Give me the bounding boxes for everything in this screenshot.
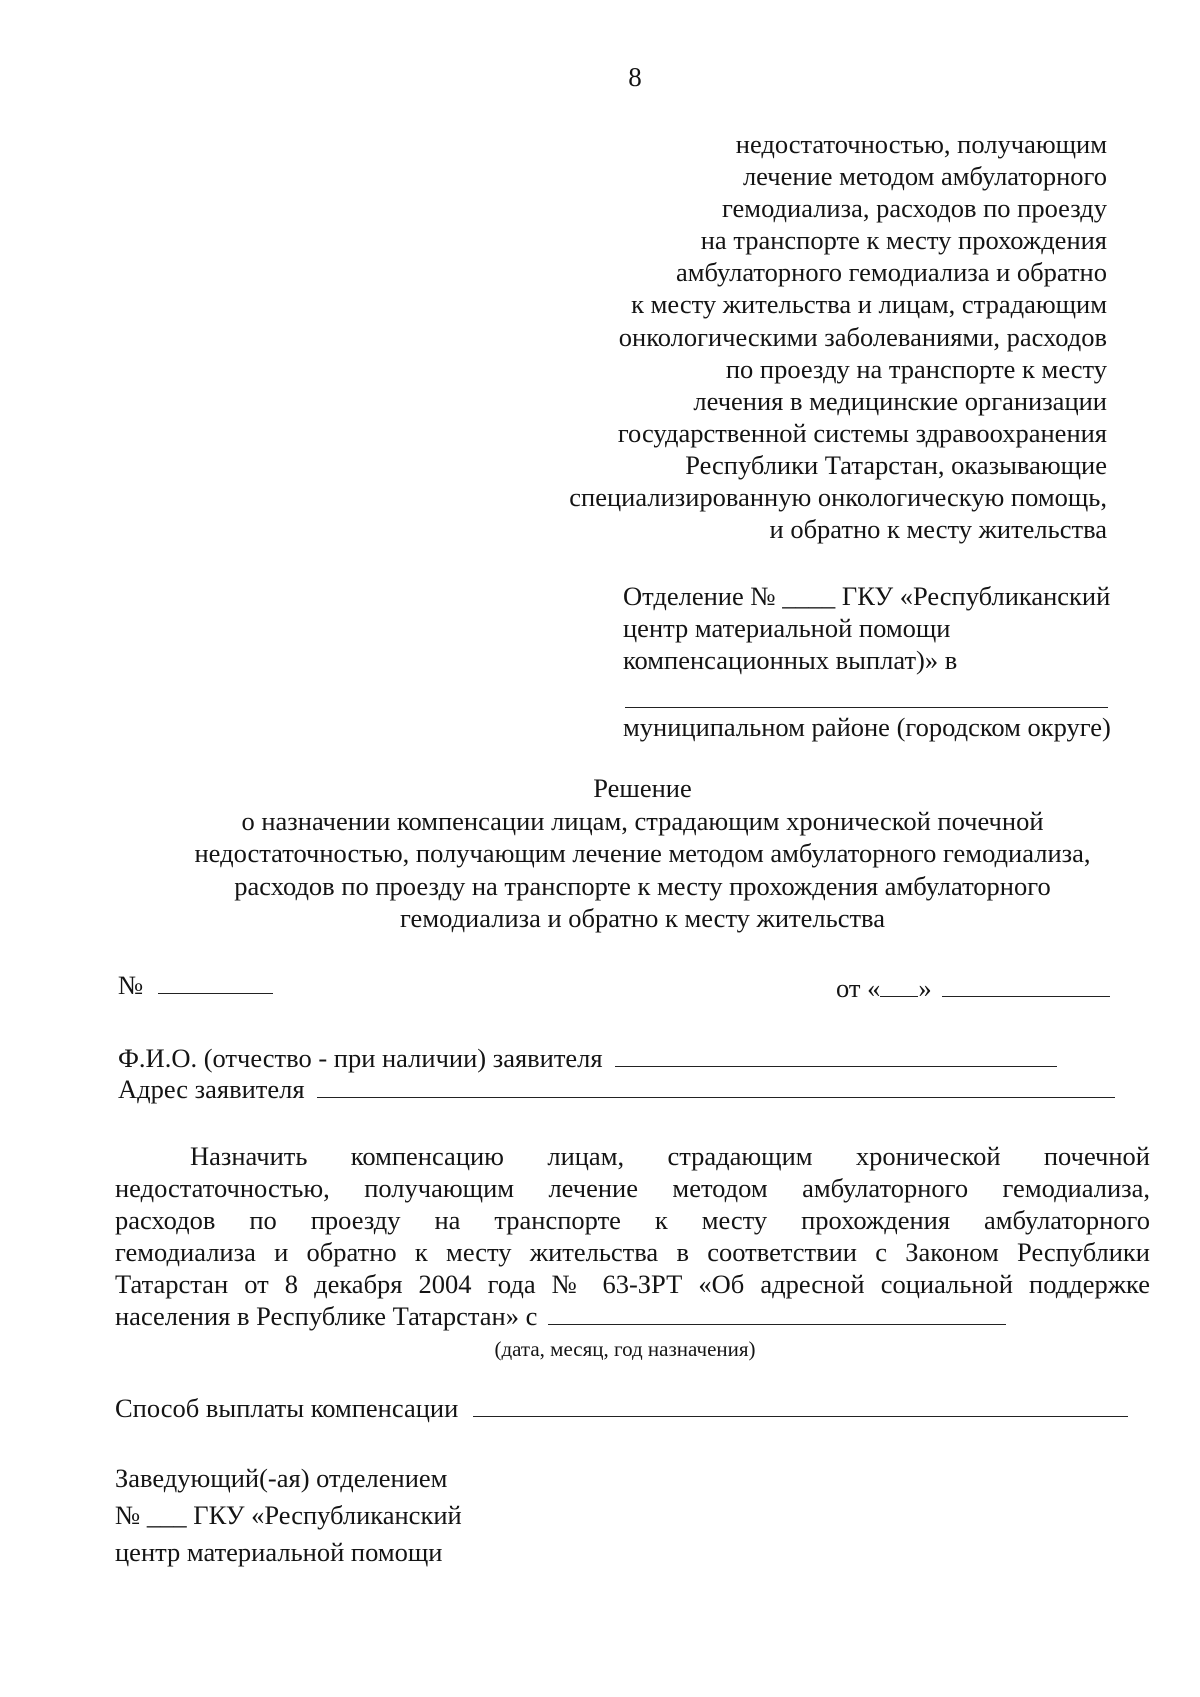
header-line: гемодиализа, расходов по проезду — [722, 193, 1107, 224]
header-line: Республики Татарстан, оказывающие — [685, 449, 1107, 480]
header-line: лечения в медицинские организации — [693, 385, 1107, 416]
department-line: компенсационных выплат)» в — [623, 645, 958, 675]
body-line-last — [115, 1300, 1150, 1332]
department-line: Отделение № ____ ГКУ «Республиканский — [623, 581, 1111, 611]
header-line: по проезду на транспорте к месту — [725, 353, 1107, 384]
payment-method-field[interactable] — [473, 1393, 1128, 1417]
date-hint: (дата, месяц, год назначения) — [494, 1337, 756, 1361]
signature-line: Заведующий(-ая) отделением — [115, 1463, 448, 1493]
body-line: гемодиализа и обратно к месту жительства в соответствии с Законом Республики — [115, 1237, 1150, 1267]
decision-subtitle-line: о назначении компенсации лицам, страдающим хронической почечной — [241, 805, 1044, 836]
decision-subtitle-line: расходов по проезду на транспорте к месту прохождения амбулаторного — [234, 870, 1051, 901]
decision-number-field[interactable] — [158, 970, 273, 994]
header-line: и обратно к месту жительства — [769, 514, 1107, 545]
applicant-address-field[interactable] — [317, 1074, 1115, 1098]
decision-date-row — [836, 973, 1110, 1004]
number-label: № — [118, 970, 144, 1000]
applicant-name-field[interactable] — [615, 1043, 1057, 1067]
date-day-field[interactable] — [880, 973, 918, 997]
header-line: на транспорте к месту прохождения — [700, 225, 1107, 256]
decision-heading — [150, 772, 1135, 935]
assignment-date-field[interactable] — [548, 1301, 1006, 1325]
body-line: населения в Республике Татарстан» с — [115, 1301, 538, 1331]
header-line: лечение методом амбулаторного — [742, 161, 1107, 192]
body-line: Назначить компенсацию лицам, страдающим хронической почечной — [190, 1141, 1150, 1171]
district-blank-line[interactable] — [625, 707, 1108, 708]
body-line: недостаточностью, получающим лечение методом амбулаторного гемодиализа, — [115, 1173, 1150, 1203]
page-number: 8 — [628, 62, 642, 92]
header-line: специализированную онкологическую помощь, — [569, 482, 1107, 513]
applicant-address-label: Адрес заявителя — [118, 1074, 305, 1104]
decision-subtitle-line: гемодиализа и обратно к месту жительства — [400, 903, 885, 933]
signature-line: № ___ ГКУ «Республиканский — [115, 1500, 462, 1530]
decision-number-row — [118, 970, 273, 1001]
date-prefix: от « — [836, 973, 881, 1003]
applicant-name-label: Ф.И.О. (отчество - при наличии) заявителя — [118, 1043, 603, 1073]
applicant-name-row — [118, 1043, 1057, 1074]
payment-method-label: Способ выплаты компенсации — [115, 1393, 459, 1423]
applicant-address-row — [118, 1074, 1115, 1105]
header-line: к месту жительства и лицам, страдающим — [631, 289, 1107, 320]
header-line: амбулаторного гемодиализа и обратно — [676, 257, 1107, 288]
decision-body — [115, 1140, 1150, 1332]
body-line: расходов по проезду на транспорте к месту прохождения амбулаторного — [115, 1205, 1150, 1235]
payment-method-row — [115, 1393, 1128, 1424]
date-middle: » — [918, 973, 932, 1003]
signature-block — [115, 1460, 462, 1571]
signature-line: центр материальной помощи — [115, 1537, 443, 1567]
district-caption: муниципальном районе (городском округе) — [623, 712, 1111, 742]
decision-subtitle-line: недостаточностью, получающим лечение методом амбулаторного гемодиализа, — [194, 838, 1091, 868]
date-month-year-field[interactable] — [942, 973, 1110, 997]
header-line: онкологическими заболеваниями, расходов — [618, 321, 1107, 352]
decision-title: Решение — [593, 773, 692, 803]
document-header — [569, 128, 1107, 545]
department-line: центр материальной помощи — [623, 613, 951, 643]
body-line: Татарстан от 8 декабря 2004 года № 63-ЗРТ «Об адресной социальной поддержке — [115, 1269, 1150, 1299]
department-block — [623, 580, 1110, 676]
header-line: государственной системы здравоохранения — [617, 417, 1107, 448]
header-line: недостаточностью, получающим — [735, 129, 1107, 159]
